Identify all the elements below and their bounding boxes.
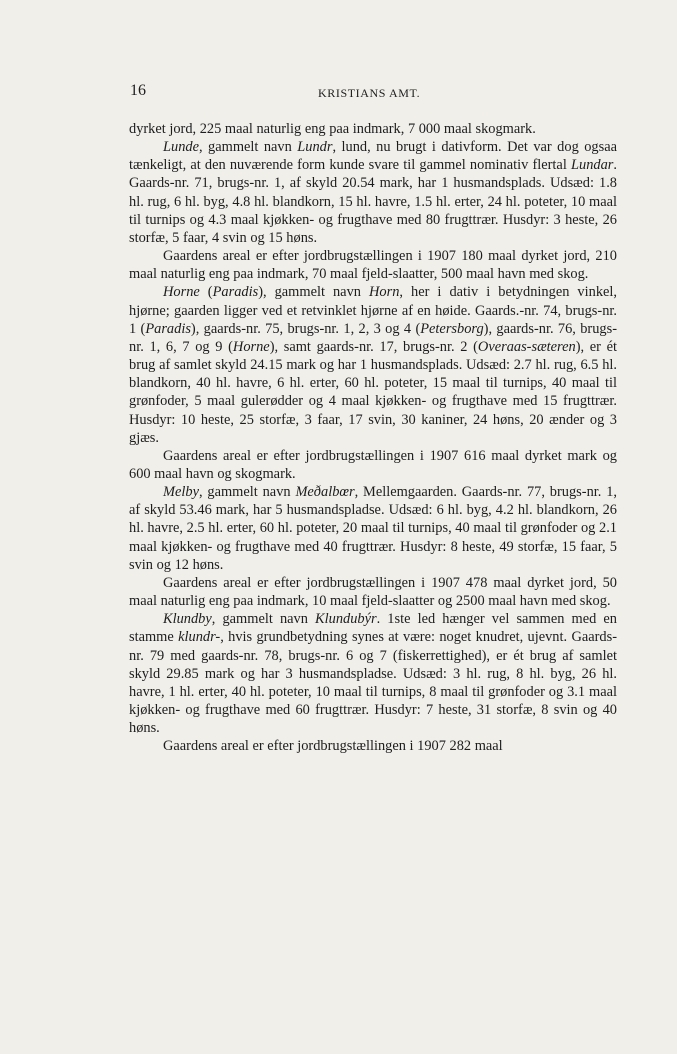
running-head: KRISTIANS AMT.: [318, 86, 421, 100]
text-run: dyrket jord, 225 maal naturlig eng paa indmark, 7 000 maal skogmark.: [129, 121, 536, 137]
italic-term: Meðalbœr: [295, 484, 355, 501]
text-run: Gaardens areal er efter jordbrugstællingen i 1907 478 maal dyrket jord, 50 maal naturlig eng paa indmark, 10 maal fjeld-slaatter og 2500 maal havn med skog.: [129, 574, 617, 610]
text-run: ), gaards-nr. 75, brugs-nr. 1, 2, 3 og 4 (: [190, 320, 421, 337]
paragraph: [129, 737, 617, 755]
paragraph: [129, 138, 617, 247]
text-run: , gammelt navn: [198, 139, 298, 156]
text-run: ), er ét brug af samlet skyld 24.15 mark og har 1 husmandsplads. Udsæd: 2.7 hl. rug, 6.5 hl. blandkorn, 40 hl. havre, 6 hl. erter, 60 hl. poteter, 15 maal til turnips, 40 maal til grønfoder, 5 maal gulerødder og 4 maal kjøkken- og frugthave med 15 frugttrær. Husdyr: 10 heste, 25 storfæ, 3 faar, 17 svin, 30 kaniner, 24 høns, 20 ænder og 3 gjæs.: [129, 338, 617, 446]
italic-term: klundr-: [178, 629, 221, 646]
text-run: Gaardens areal er efter jordbrugstællingen i 1907 616 maal dyrket mark og 600 maal havn og skogmark.: [129, 447, 617, 482]
italic-term: Lundar: [571, 157, 614, 174]
text-run: , gammelt navn: [211, 611, 316, 628]
text-run: , lund, nu brugt i dativform. Det var dog ogsaa tænkeligt, at den nuværende form kunde svare til gammel nominativ flertal: [129, 139, 617, 174]
text-run: , Mellemgaarden. Gaards-nr. 77, brugs-nr. 1, af skyld 53.46 mark, har 5 husmandspladse. Udsæd: 6 hl. byg, 4.2 hl. blandkorn, 26 hl. havre, 2.5 hl. erter, 60 hl. poteter, 20 maal til turnips, 40 maal til grønfoder og 2.1 maal kjøkken- og frugthave med 40 frugttrær. Husdyr: 8 heste, 49 storfæ, 15 faar, 5 svin og 12 høns.: [129, 484, 618, 573]
text-run: , her i dativ i betydningen vinkel, hjørne; gaarden ligger ved et retvinklet hjørne af en høide. Gaards.-nr. 74, brugs-nr. 1 (: [129, 284, 618, 337]
text-run: ), samt gaards-nr. 17, brugs-nr. 2 (: [269, 338, 478, 355]
italic-term: Paradis: [212, 284, 259, 301]
page-number: 16: [130, 82, 146, 99]
italic-term: Petersborg: [420, 320, 484, 337]
italic-term: Horne: [232, 338, 270, 355]
italic-term: Horne: [163, 284, 200, 301]
paragraph: [129, 574, 617, 610]
text-run: . Gaards-nr. 71, brugs-nr. 1, af skyld 20.54 mark, har 1 husmandsplads. Udsæd: 1.8 hl. rug, 6 hl. byg, 4.8 hl. blandkorn, 15 hl. havre, 1.5 hl. erter, 24 hl. poteter, 10 maal til turnips og 4.3 maal kjøkken- og frugthave med 80 frugttrær. Husdyr: 3 heste, 26 storfæ, 5 faar, 4 svin og 15 høns.: [129, 157, 617, 246]
text-run: , gammelt navn: [198, 484, 296, 501]
paragraph: [129, 247, 617, 283]
text-run: Gaardens areal er efter jordbrugstællingen i 1907 282 maal: [163, 738, 503, 755]
paragraph: [129, 447, 617, 483]
text-run: Gaardens areal er efter jordbrugstællingen i 1907 180 maal dyrket jord, 210 maal naturlig eng paa indmark, 70 maal fjeld-slaatter, 500 maal havn med skog.: [129, 248, 617, 283]
paragraph: [129, 283, 617, 446]
paragraph: [129, 610, 617, 737]
italic-term: Horn: [369, 284, 400, 301]
text-run: (: [199, 284, 213, 301]
italic-term: Paradis: [145, 320, 191, 337]
text-run: ), gammelt navn: [258, 284, 369, 301]
text-block: [129, 120, 617, 755]
text-run: , hvis grundbetydning synes at være: noget knudret, ujevnt. Gaards-nr. 79 med gaards-nr. 78, brugs-nr. 6 og 7 (fiskerrettighed), er ét brug af samlet skyld 29.85 mark og har 3 husmandspladse. Udsæd: 3 hl. rug, 8 hl. byg, 26 hl. havre, 1 hl. erter, 40 hl. poteter, 10 maal til turnips, 8 maal til grønfoder og 3.1 maal kjøkken- og frugthave med 60 frugttrær. Husdyr: 7 heste, 31 storfæ, 8 svin og 40 høns.: [129, 629, 617, 737]
text-run: . 1ste led hænger vel sammen med en stamme: [129, 611, 617, 646]
paragraph: [129, 120, 617, 138]
italic-term: Klundby: [163, 611, 212, 628]
italic-term: Melby: [163, 484, 199, 501]
italic-term: Overaas-sæteren: [477, 338, 576, 355]
paragraph: [129, 483, 617, 574]
italic-term: Lundr: [297, 139, 333, 156]
italic-term: Lunde: [163, 139, 199, 156]
text-run: ), gaards-nr. 76, brugs-nr. 1, 6, 7 og 9 (: [129, 320, 617, 355]
italic-term: Klundubýr: [315, 611, 377, 628]
